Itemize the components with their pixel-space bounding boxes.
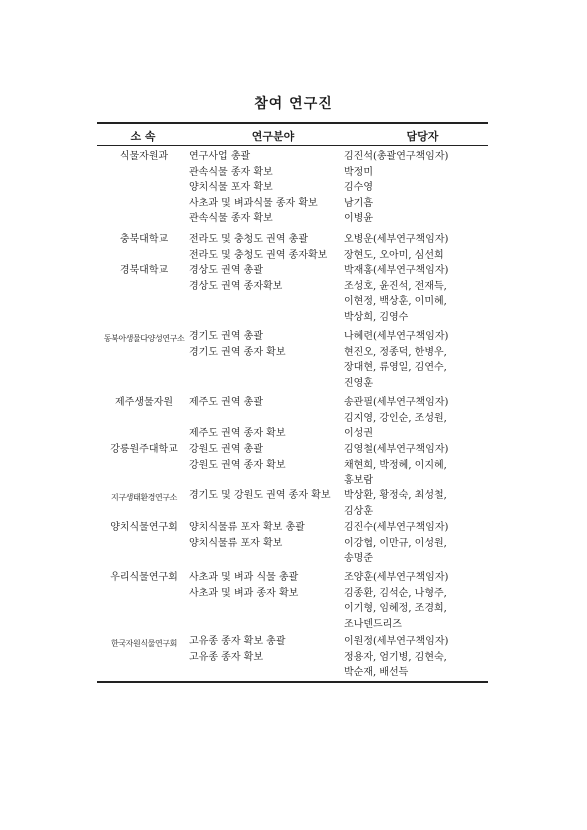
- person-name: 현진오, 정종덕, 한병우,: [344, 346, 447, 358]
- person-name: 이원정(세부연구책임자): [344, 636, 449, 647]
- person-name: 홍보람: [344, 475, 373, 486]
- research-field: 양치식물류 포자 확보 총괄: [189, 522, 305, 533]
- research-field: 강원도 권역 종자 확보: [189, 459, 286, 471]
- person-name: 조성호, 윤진석, 전재득,: [344, 280, 447, 292]
- person-name: 조양훈(세부연구책임자): [344, 572, 449, 583]
- person-name: 박정미: [344, 166, 373, 178]
- person-name: 김상훈: [344, 505, 373, 517]
- research-field: 제주도 권역 종자 확보: [189, 428, 286, 439]
- person-name: 조나덴드리즈: [344, 618, 402, 630]
- person-name: 이성권: [344, 428, 373, 439]
- person-name: 나혜련(세부연구책임자): [344, 331, 449, 342]
- org-name: 우리식물연구회: [110, 572, 178, 583]
- table-bottom-rule: [97, 681, 488, 683]
- person-name: 김수영: [344, 182, 373, 193]
- person-name: 송관필(세부연구책임자): [344, 397, 449, 408]
- org-name: 동북아생물다양성연구소: [103, 334, 185, 343]
- person-name: 이강협, 이만규, 이성원,: [344, 537, 447, 549]
- person-name: 송명준: [344, 553, 373, 564]
- research-field: 경기도 권역 총괄: [189, 331, 263, 342]
- research-field: 경상도 권역 총괄: [189, 265, 263, 276]
- research-field: 경기도 및 강원도 권역 종자 확보: [189, 490, 331, 501]
- person-name: 김영철(세부연구책임자): [344, 444, 449, 455]
- person-name: 남기흠: [344, 197, 373, 209]
- org-name: 경북대학교: [119, 265, 169, 276]
- person-name: 채현희, 박정혜, 이지혜,: [344, 459, 447, 471]
- person-name: 이현정, 백상훈, 이미혜,: [344, 296, 447, 307]
- page-title: 참여 연구진: [254, 96, 333, 112]
- person-name: 박상희, 김영수: [344, 311, 409, 323]
- person-name: 김지영, 강인순, 조성원,: [344, 412, 447, 424]
- research-field: 전라도 및 충청도 권역 종자확보: [189, 249, 328, 261]
- org-name: 지구생태환경연구소: [111, 493, 177, 502]
- table-top-rule: [97, 122, 488, 124]
- person-name: 김진수(세부연구책임자): [344, 522, 449, 533]
- research-field: 사초과 및 벼과식물 종자 확보: [189, 197, 318, 209]
- person-name: 박순재, 배선득: [344, 667, 409, 678]
- research-field: 강원도 권역 총괄: [189, 444, 263, 455]
- research-field: 관속식물 종자 확보: [189, 213, 273, 224]
- person-name: 이기형, 임혜정, 조경희,: [344, 603, 447, 614]
- research-field: 연구사업 총괄: [189, 151, 251, 162]
- person-name: 오병운(세부연구책임자): [344, 234, 449, 245]
- header-person: 담당자: [406, 130, 439, 143]
- header-org: 소 속: [130, 130, 156, 143]
- research-field: 경기도 권역 종자 확보: [189, 346, 286, 358]
- person-name: 김진석(총괄연구책임자): [344, 151, 449, 162]
- research-field: 전라도 및 충청도 권역 총괄: [189, 234, 308, 245]
- research-field: 사초과 및 벼과 종자 확보: [189, 587, 299, 599]
- research-field: 고유종 종자 확보: [189, 651, 263, 663]
- person-name: 박재홍(세부연구책임자): [344, 265, 449, 276]
- header-field: 연구분야: [251, 130, 295, 143]
- person-name: 장현도, 오아미, 심선희: [344, 249, 444, 261]
- person-name: 정용자, 엄기병, 김현숙,: [344, 651, 447, 663]
- person-name: 장대현, 류영일, 김연수,: [344, 362, 447, 373]
- research-field: 양치식물 포자 확보: [189, 182, 273, 193]
- person-name: 박상환, 황정숙, 최성철,: [344, 490, 447, 501]
- table-header-rule: [97, 145, 488, 146]
- org-name: 제주생물자원: [115, 397, 173, 408]
- person-name: 이병윤: [344, 213, 373, 224]
- research-field: 사초과 및 벼과 식물 총괄: [189, 572, 299, 583]
- research-field: 경상도 권역 종자확보: [189, 280, 283, 292]
- org-name: 충북대학교: [119, 234, 169, 245]
- org-name: 강릉원주대학교: [110, 444, 178, 455]
- research-field: 고유종 종자 확보 총괄: [189, 636, 286, 647]
- org-name: 식물자원과: [119, 151, 169, 162]
- research-field: 양치식물류 포자 확보: [189, 537, 283, 549]
- org-name: 양치식물연구회: [110, 522, 178, 533]
- person-name: 진영훈: [344, 377, 373, 389]
- research-field: 관속식물 종자 확보: [189, 166, 273, 178]
- org-name: 한국자원식물연구회: [111, 639, 177, 648]
- research-field: 제주도 권역 총괄: [189, 397, 263, 408]
- person-name: 김종환, 김석순, 나형주,: [344, 587, 447, 599]
